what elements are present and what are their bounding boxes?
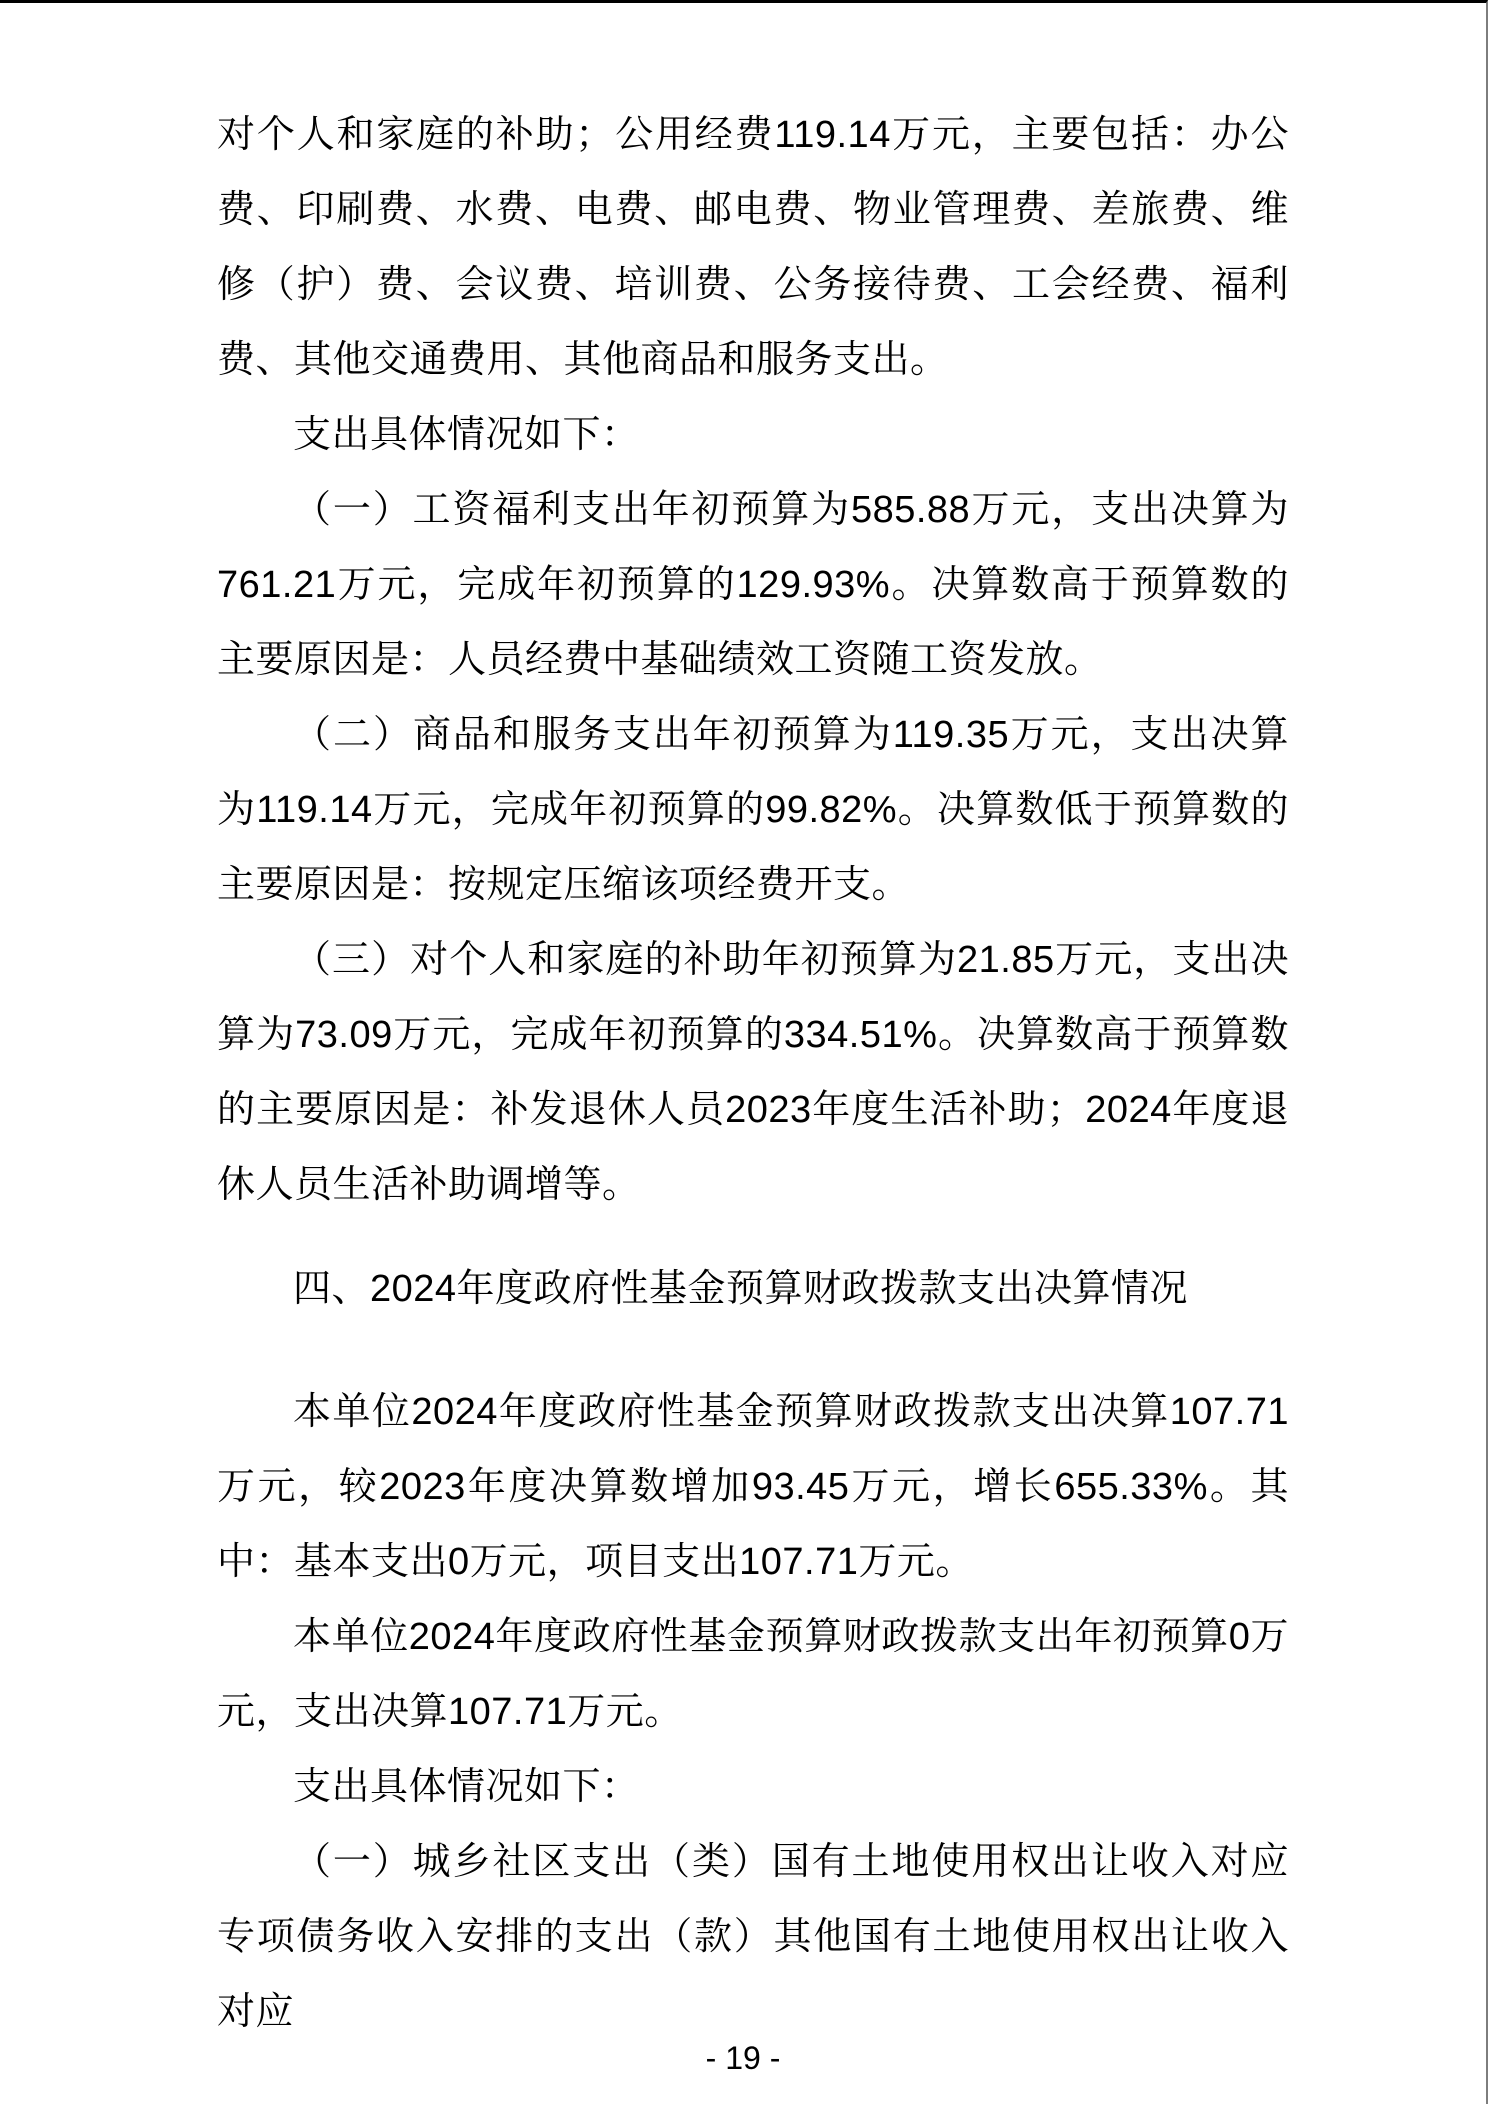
paragraph: 本单位2024年度政府性基金预算财政拨款支出决算107.71万元，较2023年度决算数增加93.45万元，增长655.33%。其中：基本支出0万元，项目支出107.71万元。 xyxy=(217,1391,1289,1583)
paragraph: （一）工资福利支出年初预算为585.88万元，支出决算为761.21万元，完成年初预算的129.93%。决算数高于预算数的主要原因是：人员经费中基础绩效工资随工资发放。 xyxy=(217,489,1289,681)
paragraph: （一）城乡社区支出（类）国有土地使用权出让收入对应专项债务收入安排的支出（款）其他国有土地使用权出让收入对应 xyxy=(217,1841,1289,2033)
paragraph: 对个人和家庭的补助；公用经费119.14万元，主要包括：办公费、印刷费、水费、电费、邮电费、物业管理费、差旅费、维修（护）费、会议费、培训费、公务接待费、工会经费、福利费、其他交通费用、其他商品和服务支出。 xyxy=(217,114,1289,381)
paragraph: （三）对个人和家庭的补助年初预算为21.85万元，支出决算为73.09万元，完成年初预算的334.51%。决算数高于预算数的主要原因是：补发退休人员2023年度生活补助；2024年度退休人员生活补助调增等。 xyxy=(217,939,1289,1206)
document-body xyxy=(217,98,1289,2050)
paragraph: 本单位2024年度政府性基金预算财政拨款支出年初预算0万元，支出决算107.71万元。 xyxy=(217,1616,1289,1733)
paragraph: 支出具体情况如下： xyxy=(293,1766,640,1808)
page-number: - 19 - xyxy=(705,2040,781,2076)
paragraph: 支出具体情况如下： xyxy=(293,414,640,456)
paragraph: （二）商品和服务支出年初预算为119.35万元，支出决算为119.14万元，完成年初预算的99.82%。决算数低于预算数的主要原因是：按规定压缩该项经费开支。 xyxy=(217,714,1289,906)
section-heading: 四、2024年度政府性基金预算财政拨款支出决算情况 xyxy=(293,1268,1189,1310)
